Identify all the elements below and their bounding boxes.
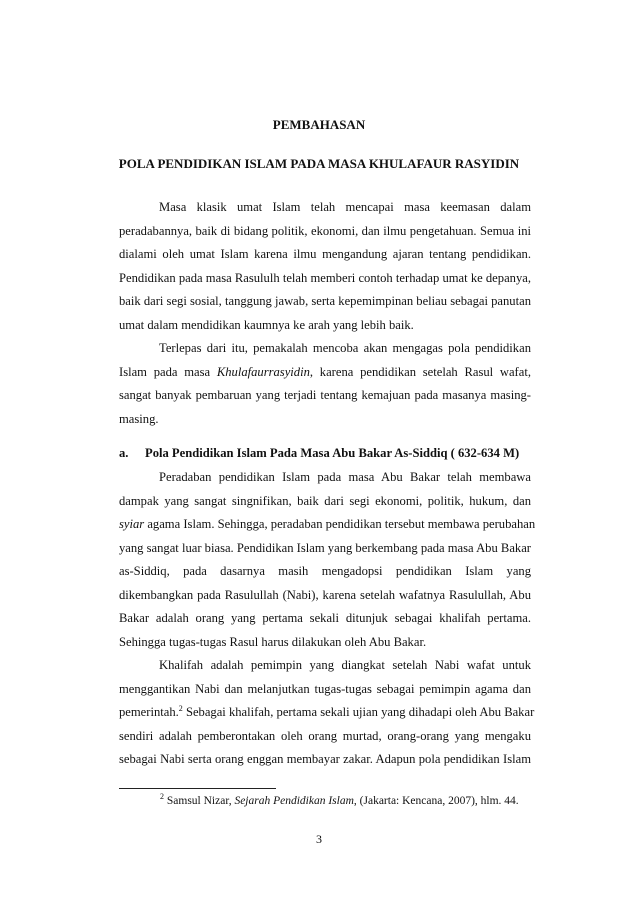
text-line: Pendidikan pada masa Rasululh telah memberi contoh terhadap umat ke depanya, [119,270,531,285]
footnote-book-title: Sejarah Pendidikan Islam [234,795,354,807]
text-line: dialami oleh umat Islam karena ilmu mengandung ajaran tentang pendidikan. [119,247,531,261]
text-line: yang sangat luar biasa. Pendidikan Islam yang berkembang pada masa Abu Bakar [119,540,531,555]
subsection-title: Pola Pendidikan Islam Pada Masa Abu Bakar As-Siddiq ( 632-634 M) [145,446,520,460]
text-line: sangat banyak pembaruan yang terjadi tentang kemajuan pada masanya masing- [119,388,531,402]
text-line: sendiri adalah pemberontakan oleh orang murtad, orang-orang yang mengaku [119,728,531,743]
second-paragraph [119,337,531,431]
footnote: $^2$ Samsul Nizar, Sejarah Pendidikan Islam, (Jakarta: Kencana, 2007), hlm. 44. [160,792,519,807]
section-heading: PEMBAHASAN [272,117,366,132]
text-line: dampak yang sangat singnifikan, baik dari segi ekonomi, politik, hukum, dan [119,493,531,508]
text-line: Terlepas dari itu, pemakalah mencoba akan mengagas pola pendidikan [159,341,531,355]
page-title: POLA PENDIDIKAN ISLAM PADA MASA KHULAFAUR RASYIDIN [118,156,520,171]
text-line: Khalifah adalah pemimpin yang diangkat setelah Nabi wafat untuk [159,658,531,672]
footnote-divider [119,788,276,789]
subsection-heading [119,446,531,461]
footnote-number: 2 [160,792,164,802]
third-paragraph [119,466,536,654]
italic-term: Khulafaurrasyidin [216,364,310,379]
text-line: sebagai Nabi serta orang enggan membayar zakar. Adapun pola pendidikan Islam [119,752,531,766]
text-line: dikembangkan pada Rasulullah (Nabi), karena setelah wafatnya Rasulullah, Abu [119,587,531,602]
intro-paragraph [119,196,531,337]
text-line: Sehingga tugas-tugas Rasul harus dilakukan oleh Abu Bakar. [119,634,427,649]
fourth-paragraph [119,654,535,772]
text-line: syiar agama Islam. Sehingga, peradaban pendidikan tersebut membawa perubahan [119,517,536,531]
footnote-reference: 2 [178,703,183,713]
text-line: baik dari segi sosial, tanggung jawab, serta kepemimpinan beliau sebagai panutan [119,294,531,308]
subsection-letter: a. [119,446,129,460]
italic-term: syiar [119,517,145,531]
text-line: umat dalam mendidikan kaumnya ke arah yang lebih baik. [119,317,414,332]
text-line: peradabannya, baik di bidang politik, ekonomi, dan ilmu pengetahuan. Semua ini [119,223,531,238]
text-line: as-Siddiq, pada dasarnya masih mengadopsi pendidikan Islam yang [119,564,531,578]
text-line: menggantikan Nabi dan melanjutkan tugas-tugas sebagai pemimpin agama dan [119,681,531,696]
text-line: Masa klasik umat Islam telah mencapai masa keemasan dalam [159,200,531,214]
text-line: Islam pada masa Khulafaurrasyidin, karena pendidikan setelah Rasul wafat, [119,364,531,379]
text-line: Bakar adalah orang yang pertama sekali ditunjuk sebagai khalifah pertama. [119,611,531,625]
text-line: pemerintah.$^2$ Sebagai khalifah, pertama sekali ujian yang dihadapi oleh Abu Bakar [119,703,535,719]
page-number: 3 [316,832,322,846]
text-line: masing. [119,411,159,426]
text-line: Peradaban pendidikan Islam pada masa Abu Bakar telah membawa [159,470,531,484]
